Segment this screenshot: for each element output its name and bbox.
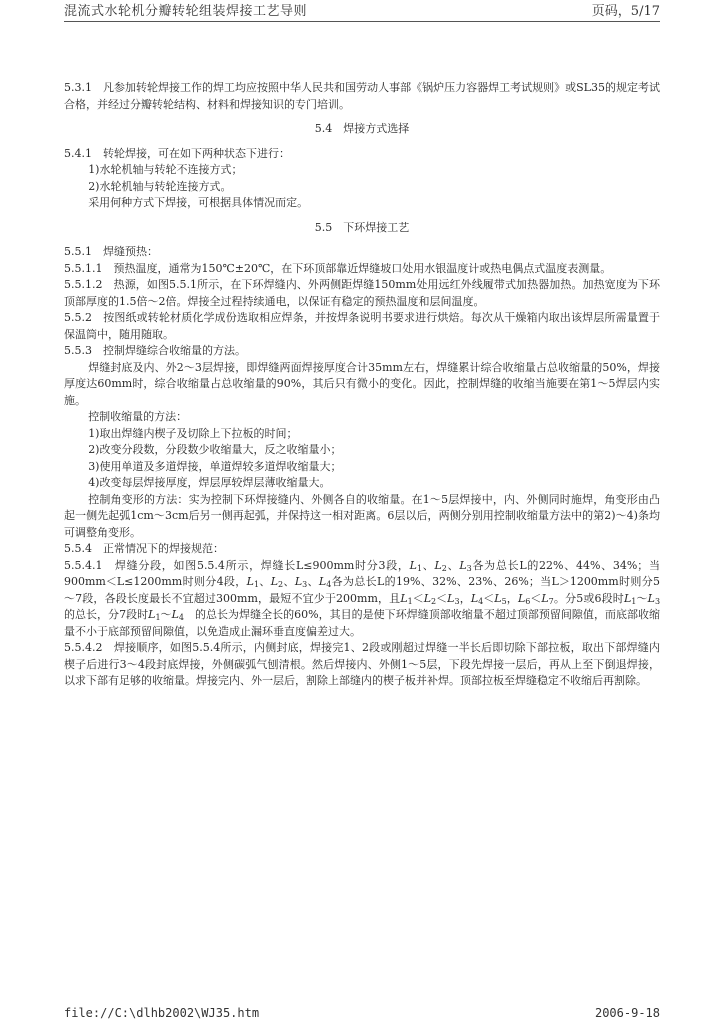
text-run: 各为总长L的22%、44%、34%；当900mm＜L≤1200mm时则分4段， xyxy=(64,558,660,588)
paragraph: 控制收缩量的方法： xyxy=(88,410,188,423)
document-body xyxy=(64,80,660,690)
clause-5-5-1-1: 5.5.1.1 预热温度，通常为150℃±20℃，在下环顶部靠近焊缝坡口处用水银温度计或热电偶点式温度表测量。 xyxy=(64,261,612,275)
text-run: 的总长为焊缝全长的60%，其目的是使下环焊缝顶部收缩量不超过顶部预留间隙值，而底部收缩量不小于底部预留间隙值，以免造成止漏环垂直度偏差过大。 xyxy=(64,608,661,638)
page-footer xyxy=(64,1006,660,1024)
heading-5-5: 5.5 下环焊接工艺 xyxy=(314,220,410,234)
clause-5-5-4-1: 5.5.4.1 焊缝分段，如图5.5.4所示，焊缝长L≤900mm时分3段，$L_1$、$L_2$、$L_3$各为总长L的22%、44%、34%；当900mm＜L≤1200mm时则分4段，$L_1$、$L_2$、$L_3$、$L_4$各为总长L的19%、32%、23%、26%；当L＞1200mm时则分5～7段，各段长度最长不宜超过300mm，最短不宜少于200mm，且$L_1<L_2<L_3$，$L_4<L_5$，$L_6<L_7$。分5或6段时$L_1\sim L_3$的总长，分7段时$L_1\sim L_4$ 的总长为焊缝全长的60%，其目的是使下环焊缝顶部收缩量不超过顶部预留间隙值，而底部收缩量不小于底部预留间隙值，以免造成止漏环垂直度偏差过大。 xyxy=(64,558,661,638)
text-run: 5.5.4.1 焊缝分段，如图5.5.4所示，焊缝长L≤900mm时分3段， xyxy=(64,558,410,572)
paragraph: 采用何种方式下焊接，可根据具体情况而定。 xyxy=(88,196,309,209)
text-run: 的总长，分7段时 xyxy=(64,608,149,621)
header-rule xyxy=(64,21,660,22)
text-run: 各为总长L的19%、32%、23%、26%；当L＞1200mm时则分5～7段，各段长度最长不宜超过300mm，最短不宜少于200mm，且 xyxy=(64,575,661,605)
page-header xyxy=(64,0,660,22)
file-path: file://C:\dlhb2002\WJ35.htm xyxy=(64,1006,260,1020)
paragraph: 控制角变形的方法：实为控制下环焊接缝内、外侧各自的收缩量。在1～5层焊接中，内、外侧同时施焊，角变形由凸起一侧先起弧1cm～3cm后另一侧再起弧，并保持这一相对距离。6层以后，两侧分别用控制收缩量方法中的第2)～4)条均可调整角变形。 xyxy=(64,492,660,539)
document-title: 混流式水轮机分瓣转轮组装焊接工艺导则 xyxy=(64,4,308,19)
page-number: 页码，5/17 xyxy=(591,4,660,19)
clause-5-5-3: 5.5.3 控制焊缝综合收缩量的方法。 xyxy=(64,344,246,357)
list-item: 1)水轮机轴与转轮不连接方式； xyxy=(88,163,243,176)
clause-5-5-4-2: 5.5.4.2 焊接顺序，如图5.5.4所示，内侧封底，焊接完1、2段或刚超过焊缝一半长后即切除下部拉板，取出下部焊缝内楔子后进行3～4段封底焊接，外侧碳弧气刨清根。然后焊接内、外侧1～5层，下段先焊接一层后，再从上至下倒退焊接，以求下部有足够的收缩量。焊接完内、外一层后，割除上部缝内的楔子板并补焊。顶部拉板至焊缝稳定不收缩后再割除。 xyxy=(64,641,660,687)
list-item: 2)水轮机轴与转轮连接方式。 xyxy=(88,179,232,193)
print-date: 2006-9-18 xyxy=(594,1006,660,1020)
list-item: 1)取出焊缝内楔子及切除上下拉板的时间； xyxy=(88,426,298,440)
clause-5-5-1-2: 5.5.1.2 热源，如图5.5.1所示，在下环焊缝内、外两侧距焊缝150mm处用远红外线履带式加热器加热。加热宽度为下环顶部厚度的1.5倍～2倍。焊接全过程持续通电，以保证有稳定的预热温度和层间温度。 xyxy=(64,278,660,308)
list-item: 4)改变每层焊接厚度，焊层厚较焊层薄收缩量大。 xyxy=(88,476,331,489)
list-item: 2)改变分段数，分段数少收缩量大，反之收缩量小； xyxy=(88,443,342,456)
clause-5-5-2: 5.5.2 按图纸或转轮材质化学成份选取相应焊条，并按焊条说明书要求进行烘焙。每次从干燥箱内取出该焊层所需量置于保温筒中，随用随取。 xyxy=(64,311,660,341)
clause-5-5-4: 5.5.4 正常情况下的焊接规范： xyxy=(64,542,224,555)
text-run: 分5或6段时 xyxy=(565,591,624,605)
clause-5-5-1: 5.5.1 焊缝预热： xyxy=(64,245,158,258)
clause-5-3-1: 5.3.1 凡参加转轮焊接工作的焊工均应按照中华人民共和国劳动人事部《锅炉压力容器焊工考试规则》或SL35的规定考试合格，并经过分瓣转轮结构、材料和焊接知识的专门培训。 xyxy=(64,81,660,111)
heading-5-4: 5.4 焊接方式选择 xyxy=(314,122,410,135)
list-item: 3)使用单道及多道焊接，单道焊较多道焊收缩量大； xyxy=(88,459,342,473)
clause-5-4-1: 5.4.1 转轮焊接，可在如下两种状态下进行： xyxy=(64,146,290,160)
paragraph: 焊缝封底及内、外2～3层焊接，即焊缝两面焊接厚度合计35mm左右，焊缝累计综合收缩量占总收缩量的50%，焊接厚度达60mm时，综合收缩量占总收缩量的90%，其后只有微小的变化。因此，控制焊缝的收缩当施要在第1～5焊层内实施。 xyxy=(64,360,660,407)
